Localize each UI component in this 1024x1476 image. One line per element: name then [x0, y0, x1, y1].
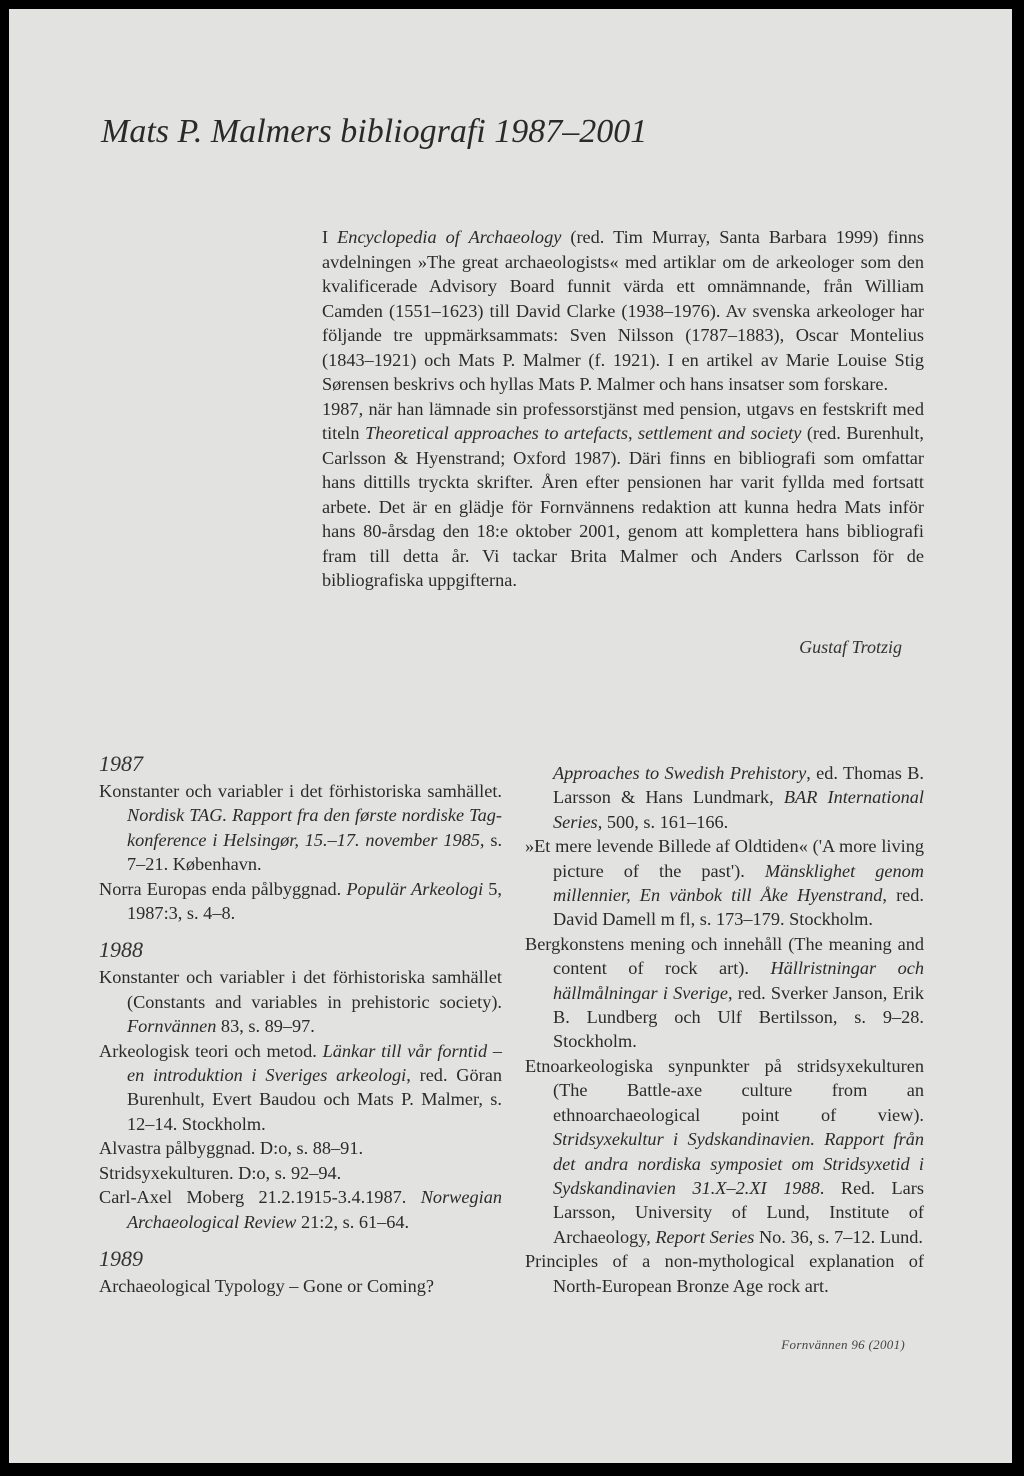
italic-title: Populär Arkeologi: [346, 878, 484, 899]
italic-title: Theoretical approaches to artefacts, settlement and society: [365, 423, 802, 443]
text-run: 21:2, s. 61–64.: [296, 1211, 410, 1232]
italic-title: BAR International Series: [553, 787, 924, 832]
text-run: (red. Tim Murray, Santa Barbara 1999) finns avdelningen »The great archaeologists« med artiklar om de arkeologer som den kvalificerade Advisory Board funnit värda ett omnämnande, från William Camden (1551–1623) till David Clarke (1938–1976). Av svenska arkeologer har följande tre uppmärksammats: Sven Nilsson (1787–1883), Oscar Montelius (1843–1921) och Mats P. Malmer (f. 1921). I en artikel av Marie Louise Stig Sørensen beskrivs och hyllas Mats P. Malmer och hans insatser som forskare.: [322, 227, 924, 394]
text-run: Stridsyxekulturen. D:o, s. 92–94.: [99, 1162, 342, 1183]
year-heading: 1989: [99, 1245, 143, 1271]
text-run: Bergkonstens mening och innehåll (The meaning and content of rock art).: [525, 933, 924, 979]
text-run: Principles of a non-mythological explanation of North-European Bronze Age rock art.: [525, 1251, 924, 1296]
bibliography-left-column: [99, 751, 502, 1298]
italic-title: Approaches to Swedish Prehistory: [553, 763, 807, 783]
text-run: , ed. Thomas B. Larsson & Hans Lundmark,: [553, 763, 924, 808]
text-run: Alvastra pålbyggnad. D:o, s. 88–91.: [99, 1138, 364, 1159]
bibliography-entry: [99, 877, 502, 926]
italic-title: Länkar till vår forntid – en introduktion i Sveriges arkeologi: [127, 1040, 502, 1086]
bibliography-entry: [99, 1185, 502, 1234]
page-title: Mats P. Malmers bibliografi 1987–2001: [101, 113, 648, 150]
bibliography-right-column: [525, 761, 924, 1298]
text-run: Arkeologisk teori och metod.: [99, 1040, 323, 1061]
italic-title: Norwegian Archaeological Review: [127, 1187, 502, 1232]
text-run: »Et mere levende Billede af Oldtiden« ('A more living picture of the past').: [525, 836, 924, 881]
italic-title: Mänsklighet genom millennier, En vänbok till Åke Hyenstrand: [553, 860, 925, 906]
text-run: Konstanter och variabler i det förhistoriska samhället.: [99, 781, 502, 801]
bibliography-entry: [525, 1249, 924, 1298]
italic-title: Encyclopedia of Archaeology: [337, 227, 562, 247]
italic-title: Hällristningar och hällmålningar i Sverige: [553, 958, 924, 1003]
text-run: Etnoarkeologiska synpunkter på stridsyxekulturen (The Battle-axe culture from an ethnoarchaeological point of view).: [525, 1055, 924, 1125]
page-footer: Fornvännen 96 (2001): [781, 1337, 905, 1352]
bibliography-entry: [525, 1054, 924, 1249]
bibliography-entry: [525, 932, 924, 1054]
text-run: 83, s. 89–97.: [216, 1016, 315, 1037]
text-run: Norra Europas enda pålbyggnad.: [99, 878, 347, 899]
text-run: 1987, när han lämnade sin professorstjänst med pension, utgavs en festskrift med titeln: [322, 398, 924, 443]
italic-title: Report Series: [655, 1226, 755, 1247]
intro-paragraph-1: [322, 225, 924, 397]
text-run: No. 36, s. 7–12. Lund.: [754, 1226, 923, 1247]
text-run: , s. 7–21. København.: [127, 829, 503, 875]
bibliography-entry: [525, 834, 924, 932]
bibliography-entry: [99, 1039, 502, 1137]
text-run: I: [322, 227, 338, 247]
bibliography-entry: [99, 1136, 502, 1160]
text-run: Archaeological Typology – Gone or Coming?: [99, 1275, 434, 1296]
signature: Gustaf Trotzig: [799, 637, 902, 657]
intro-text: [322, 225, 924, 593]
bibliography-entry: [525, 761, 924, 834]
text-run: , red. Sverker Janson, Erik B. Lundberg och Ulf Bertilsson, s. 9–28. Stockholm.: [553, 982, 924, 1052]
text-run: Carl-Axel Moberg 21.2.1915-3.4.1987.: [99, 1187, 421, 1208]
text-run: 5, 1987:3, s. 4–8.: [127, 878, 502, 924]
bibliography-entry: [99, 779, 502, 877]
text-run: , red. Göran Burenhult, Evert Baudou och Mats P. Malmer, s. 12–14. Stockholm.: [127, 1065, 502, 1134]
text-run: Konstanter och variabler i det förhistoriska samhället (Constants and variables in prehistoric society).: [99, 967, 502, 1012]
italic-title: Nordisk TAG. Rapport fra den første nordiske Tag-konference i Helsingør, 15.–17. november 1985: [127, 805, 502, 850]
italic-title: Fornvännen: [127, 1016, 217, 1037]
text-run: (red. Burenhult, Carlsson & Hyenstrand; Oxford 1987). Däri finns en bibliografi som omfattar hans dittills tryckta skrifter. Åren efter pensionen har varit fyllda med fortsatt arbete. Det är en glädje för Fornvännens redaktion att kunna hedra Mats inför hans 80-årsdag den 18:e oktober 2001, genom att komplettera hans bibliografi fram till detta år. Vi tackar Brita Malmer och Anders Carlsson för de bibliografiska uppgifterna.: [322, 423, 924, 590]
intro-paragraph-2: [322, 397, 924, 593]
bibliography-entry: [99, 1161, 502, 1185]
text-run: . Red. Lars Larsson, University of Lund, Institute of Archaeology,: [553, 1177, 924, 1247]
bibliography-entry: [99, 1274, 502, 1298]
bibliography-entry: [99, 965, 502, 1038]
year-heading: 1987: [99, 751, 143, 776]
italic-title: Stridsyxekultur i Sydskandinavien. Rapport från det andra nordiska symposiet om Stridsyxetid i Sydskandinavien 31.X–2.XI 1988: [553, 1129, 924, 1198]
text-run: , red. David Damell m fl, s. 173–179. Stockholm.: [553, 885, 924, 930]
year-heading: 1988: [99, 937, 143, 963]
text-run: , 500, s. 161–166.: [597, 811, 729, 832]
